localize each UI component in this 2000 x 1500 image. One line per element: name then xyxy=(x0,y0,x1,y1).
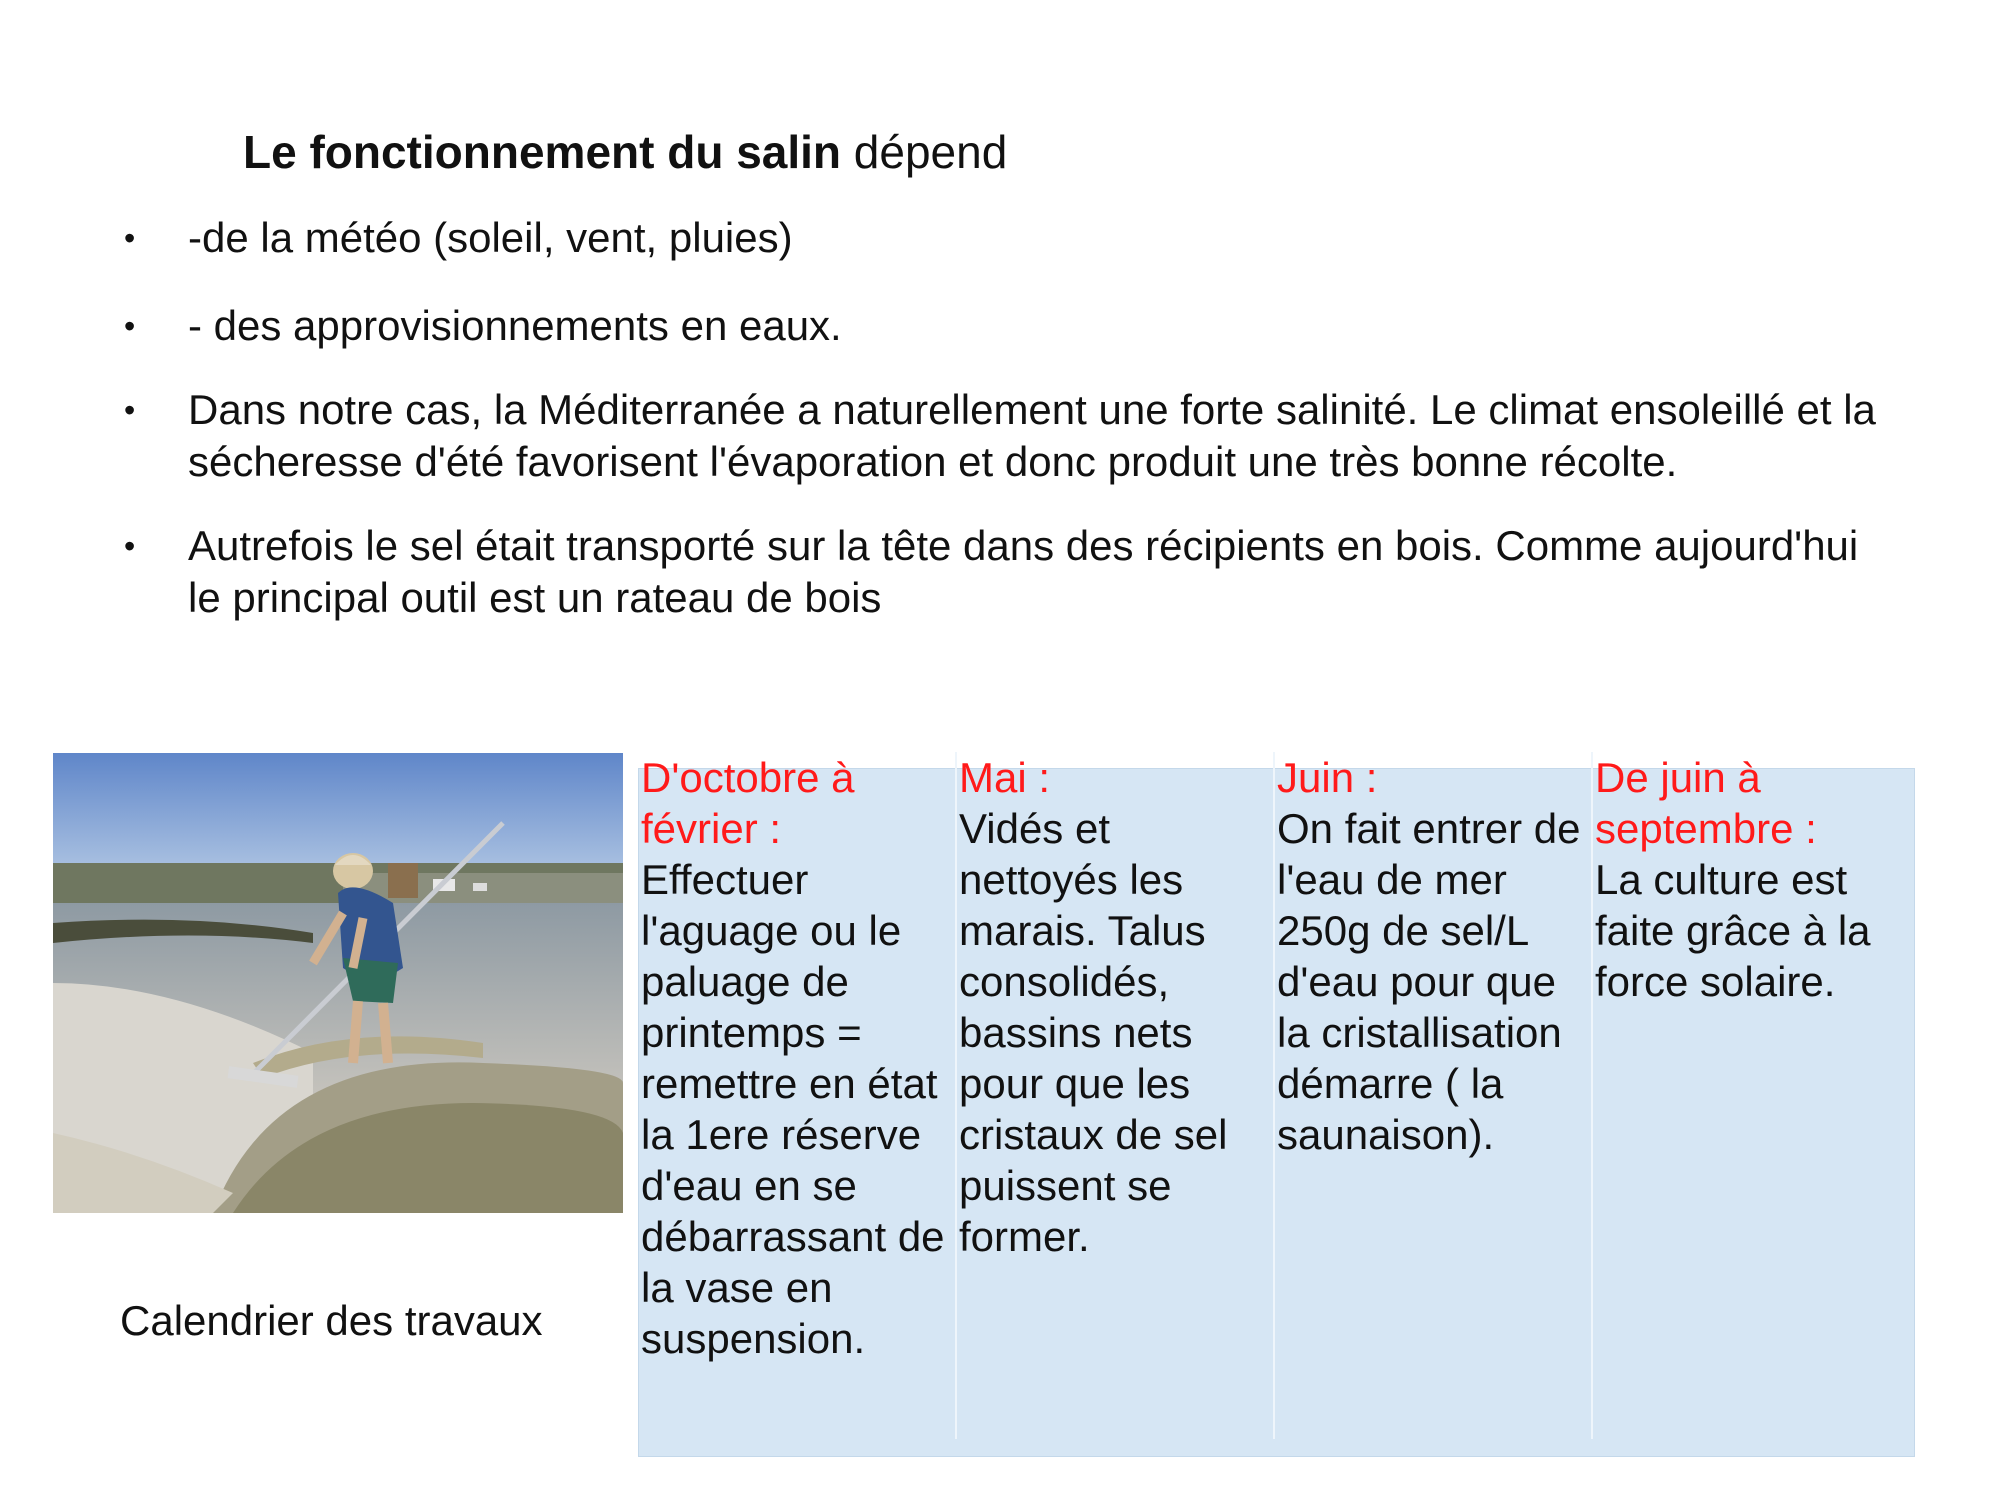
bullet-icon: • xyxy=(124,220,136,256)
calendar-column-body: La culture est faite grâce à la force solaire. xyxy=(1595,856,1871,1005)
calendar-column-may xyxy=(957,752,1275,1439)
bullet-text: - des approvisionnements en eaux. xyxy=(188,302,842,349)
bullet-item-water-supply xyxy=(118,300,1878,352)
bullet-item-mediterranean xyxy=(118,384,1878,488)
calendar-column-body: Effectuer l'aguage ou le paluage de printemps = remettre en état la 1ere réserve d'eau en se débarrassant de la vase en suspension. xyxy=(641,856,945,1362)
bullet-text: Dans notre cas, la Méditerranée a naturellement une forte salinité. Le climat ensoleillé et la sécheresse d'été favorisent l'évaporation et donc produit une très bonne récolte. xyxy=(188,386,1876,485)
page-title-bold: Le fonctionnement du salin xyxy=(243,126,842,178)
calendar-table xyxy=(638,754,1915,1457)
bullet-item-history xyxy=(118,520,1878,624)
bullet-icon: • xyxy=(124,528,136,564)
calendar-column-body: On fait entrer de l'eau de mer 250g de sel/L d'eau pour que la cristallisation démarre ( la saunaison). xyxy=(1277,805,1581,1158)
calendar-column-title: D'octobre à février : xyxy=(641,754,855,852)
bullet-text: Autrefois le sel était transporté sur la tête dans des récipients en bois. Comme aujourd'hui le principal outil est un rateau de bois xyxy=(188,522,1859,621)
calendar-column-title: De juin à septembre : xyxy=(1595,754,1817,852)
calendar-column-title: Juin : xyxy=(1277,754,1378,801)
calendar-caption: Calendrier des travaux xyxy=(120,1297,543,1344)
bullet-icon: • xyxy=(124,308,136,344)
calendar-column-june xyxy=(1275,752,1593,1439)
calendar-column-june-september xyxy=(1593,752,1911,1439)
page-title xyxy=(243,124,1007,180)
page-title-rest: dépend xyxy=(841,126,1008,178)
bullet-icon: • xyxy=(124,392,136,428)
salt-worker-photo xyxy=(53,753,623,1213)
bullet-list xyxy=(118,212,1878,624)
bullet-text: -de la météo (soleil, vent, pluies) xyxy=(188,214,793,261)
calendar-column-october-february xyxy=(639,752,957,1439)
calendar-column-body: Vidés et nettoyés les marais. Talus consolidés, bassins nets pour que les cristaux de sel puissent se former. xyxy=(959,805,1228,1260)
bullet-item-weather xyxy=(118,212,1878,264)
calendar-column-title: Mai : xyxy=(959,754,1051,801)
